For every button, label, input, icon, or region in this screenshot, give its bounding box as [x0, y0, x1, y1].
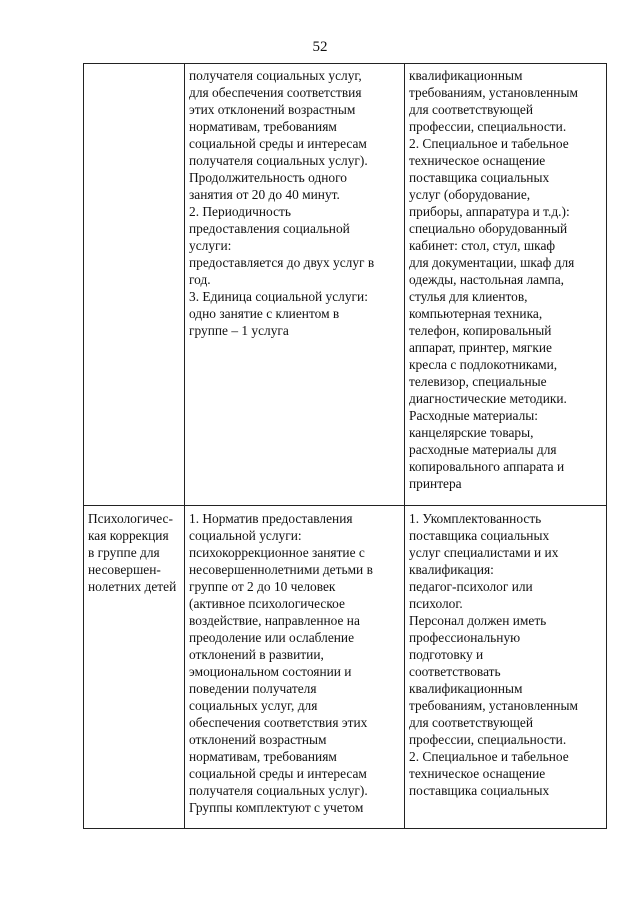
service-description-cell	[185, 506, 405, 829]
text-line: аппарат, принтер, мягкие	[409, 340, 552, 355]
text-line: Персонал должен иметь	[409, 613, 547, 628]
text-line: телевизор, специальные	[409, 374, 547, 389]
text-line: поставщика социальных	[409, 783, 550, 798]
text-line: кабинет: стол, стул, шкаф	[409, 238, 556, 253]
service-name-cell	[84, 64, 185, 506]
text-line: 2. Специальное и табельное	[409, 136, 569, 151]
text-line: воздействие, направленное на	[189, 613, 360, 628]
text-line: техническое оснащение	[409, 153, 546, 168]
text-line: несовершеннолетними детьми в	[189, 562, 373, 577]
text-line: телефон, копировальный	[409, 323, 552, 338]
text-line: нолетних детей	[88, 579, 177, 594]
text-line: одно занятие с клиентом в	[189, 306, 340, 321]
text-line: соответствовать	[409, 664, 501, 679]
text-line: 3. Единица социальной услуги:	[189, 289, 368, 304]
text-line: поставщика социальных	[409, 170, 550, 185]
text-line: поведении получателя	[189, 681, 317, 696]
text-line: 1. Укомплектованность	[409, 511, 542, 526]
text-line: 2. Специальное и табельное	[409, 749, 569, 764]
text-line: требованиям, установленным	[409, 698, 578, 713]
text-line: копировального аппарата и	[409, 459, 565, 474]
text-line: поставщика социальных	[409, 528, 550, 543]
text-line: в группе для	[88, 545, 160, 560]
text-line: отклонений возрастным	[189, 732, 327, 747]
text-line: социальной среды и интересам	[189, 136, 367, 151]
text-line: услуги:	[189, 238, 232, 253]
service-description-cell	[185, 64, 405, 506]
text-line: канцелярские товары,	[409, 425, 534, 440]
service-conditions-cell	[405, 506, 607, 829]
text-line: диагностические методики.	[409, 391, 567, 406]
text-line: получателя социальных услуг).	[189, 783, 368, 798]
service-conditions-cell	[405, 64, 607, 506]
table-row	[84, 506, 607, 829]
text-line: для соответствующей	[409, 102, 533, 117]
text-line: предоставляется до двух услуг в	[189, 255, 375, 270]
text-line: Продолжительность одного	[189, 170, 347, 185]
text-line: обеспечения соответствия этих	[189, 715, 368, 730]
text-line: (активное психологическое	[189, 596, 345, 611]
text-line: кресла с подлокотниками,	[409, 357, 558, 372]
text-line: квалификационным	[409, 68, 523, 83]
text-line: группе от 2 до 10 человек	[189, 579, 336, 594]
text-line: нормативам, требованиям	[189, 119, 337, 134]
text-line: для обеспечения соответствия	[189, 85, 362, 100]
text-line: несовершен-	[88, 562, 161, 577]
text-line: социальной услуги:	[189, 528, 302, 543]
page-number: 52	[312, 39, 328, 55]
text-line: получателя социальных услуг).	[189, 153, 368, 168]
text-line: требованиям, установленным	[409, 85, 578, 100]
text-line: профессии, специальности.	[409, 732, 567, 747]
text-line: для соответствующей	[409, 715, 533, 730]
text-line: для документации, шкаф для	[409, 255, 575, 270]
text-line: принтера	[409, 476, 462, 491]
table-row	[84, 64, 607, 506]
text-line: 1. Норматив предоставления	[189, 511, 353, 526]
text-line: 2. Периодичность	[189, 204, 291, 219]
text-line: одежды, настольная лампа,	[409, 272, 565, 287]
text-line: подготовку и	[409, 647, 484, 662]
text-line: психокоррекционное занятие с	[189, 545, 365, 560]
text-line: педагог-психолог или	[409, 579, 533, 594]
text-line: получателя социальных услуг,	[189, 68, 362, 83]
text-line: социальной среды и интересам	[189, 766, 367, 781]
text-line: отклонений в развитии,	[189, 647, 324, 662]
text-line: профессиональную	[409, 630, 521, 645]
text-line: услуг (оборудование,	[409, 187, 531, 202]
text-line: приборы, аппаратура и т.д.):	[409, 204, 570, 219]
text-line: нормативам, требованиям	[189, 749, 337, 764]
service-name-cell	[84, 506, 185, 829]
text-line: профессии, специальности.	[409, 119, 567, 134]
text-line: преодоление или ослабление	[189, 630, 355, 645]
text-line: стулья для клиентов,	[409, 289, 528, 304]
text-line: кая коррекция	[88, 528, 169, 543]
text-line: психолог.	[409, 596, 463, 611]
text-line: техническое оснащение	[409, 766, 546, 781]
text-line: предоставления социальной	[189, 221, 350, 236]
text-line: занятия от 20 до 40 минут.	[189, 187, 340, 202]
text-line: Психологичес-	[88, 511, 173, 526]
text-line: этих отклонений возрастным	[189, 102, 356, 117]
text-line: услуг специалистами и их	[409, 545, 559, 560]
text-line: социальных услуг, для	[189, 698, 318, 713]
text-line: Группы комплектуют с учетом	[189, 800, 364, 815]
text-line: специально оборудованный	[409, 221, 568, 236]
text-line: эмоциональном состоянии и	[189, 664, 352, 679]
text-line: квалификация:	[409, 562, 494, 577]
text-line: год.	[189, 272, 211, 287]
text-line: расходные материалы для	[409, 442, 557, 457]
text-line: компьютерная техника,	[409, 306, 543, 321]
text-line: Расходные материалы:	[409, 408, 539, 423]
text-line: квалификационным	[409, 681, 523, 696]
text-line: группе – 1 услуга	[189, 323, 289, 338]
services-table	[83, 63, 607, 829]
